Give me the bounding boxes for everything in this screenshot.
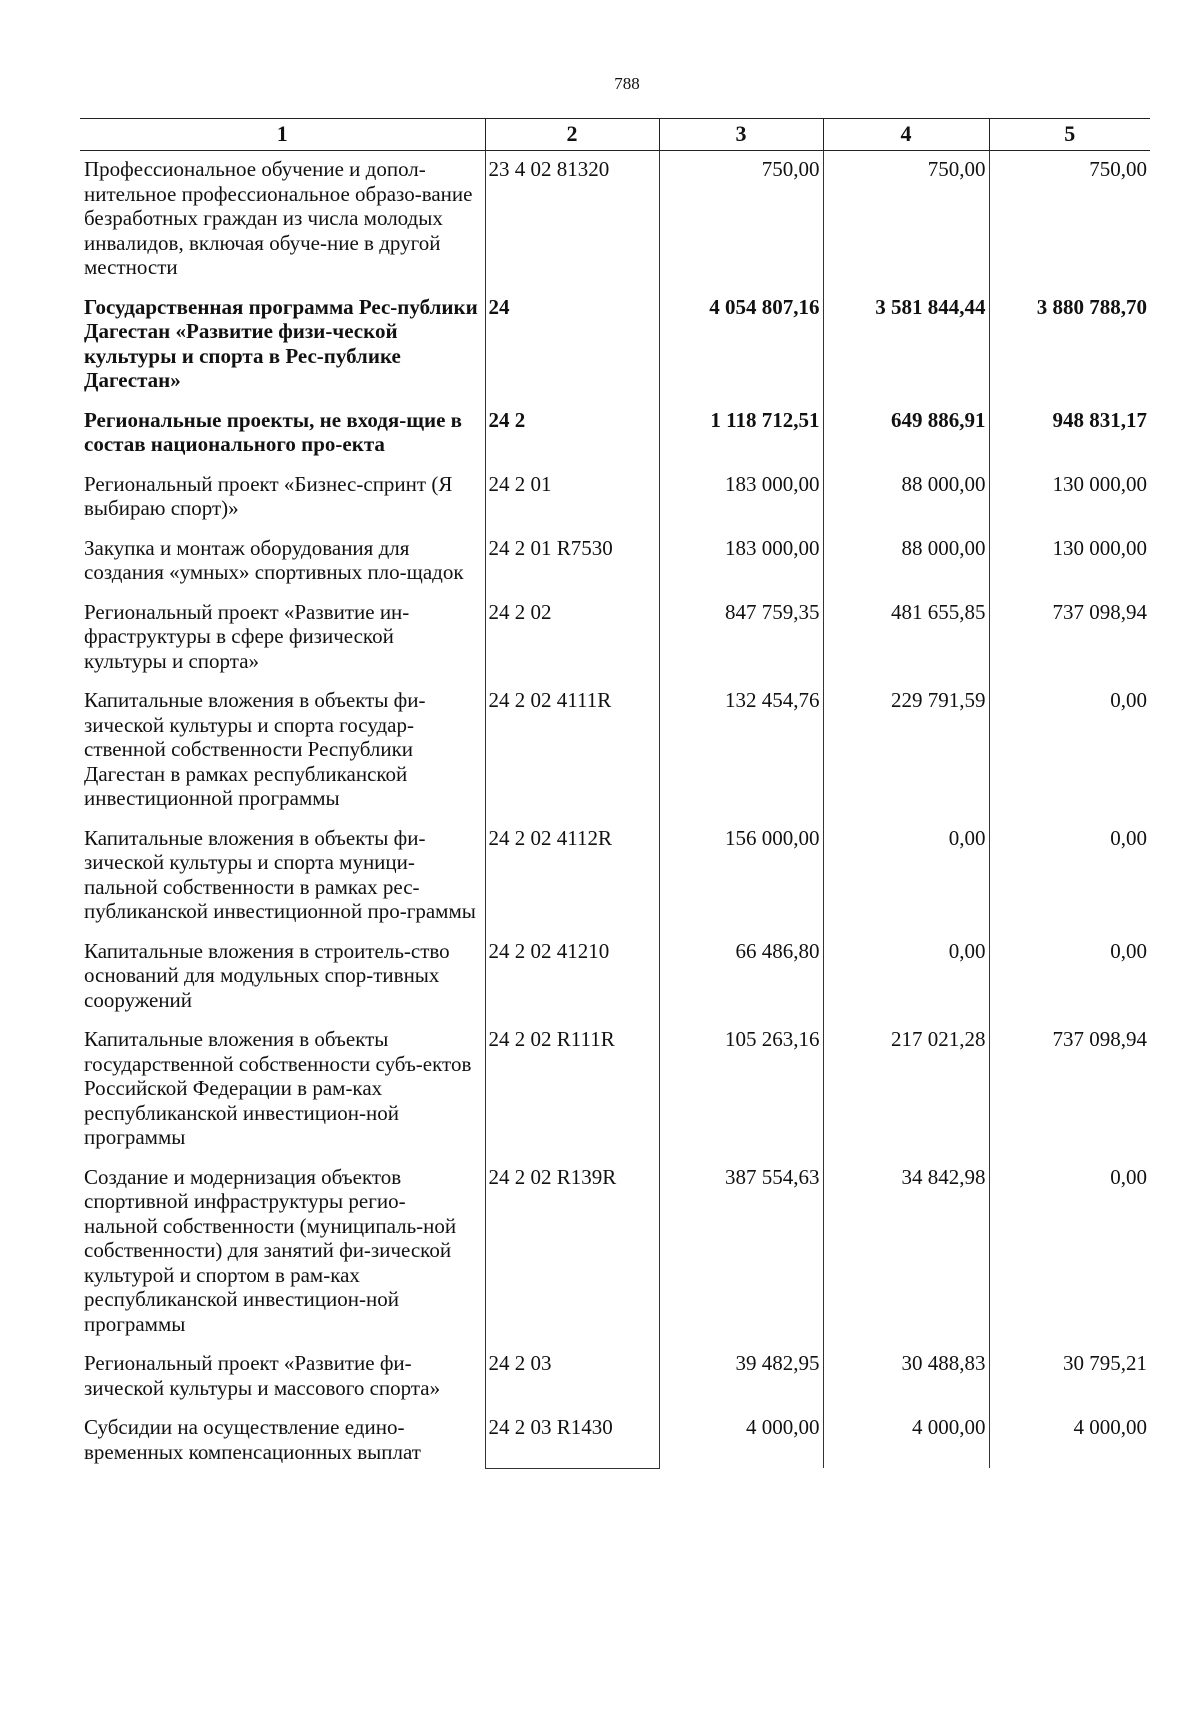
- amount-col3: 105 263,16: [659, 1024, 823, 1162]
- table-row: [80, 469, 1150, 533]
- amount-col5: 750,00: [989, 151, 1150, 292]
- item-code: 24 2 02 41210: [485, 936, 659, 1025]
- table-row: [80, 405, 1150, 469]
- page-number: 788: [614, 74, 640, 93]
- table-row: [80, 151, 1150, 292]
- item-name: Субсидии на осуществление едино-временных компенсационных выплат: [84, 1415, 421, 1464]
- amount-col5: 737 098,94: [989, 1024, 1150, 1162]
- amount-col3: 750,00: [659, 151, 823, 292]
- table-row: [80, 533, 1150, 597]
- amount-col3: 183 000,00: [659, 469, 823, 533]
- amount-col3: 1 118 712,51: [659, 405, 823, 469]
- item-code: 24 2 01 R7530: [485, 533, 659, 597]
- amount-col5: 0,00: [989, 685, 1150, 823]
- item-name: Региональный проект «Развитие фи-зической культуры и массового спорта»: [84, 1351, 441, 1400]
- item-name: Региональные проекты, не входя-щие в состав национального про-екта: [84, 407, 462, 456]
- amount-col4: 217 021,28: [823, 1024, 989, 1162]
- amount-col4: 3 581 844,44: [823, 292, 989, 405]
- table-row: [80, 685, 1150, 823]
- amount-col3: 4 000,00: [659, 1412, 823, 1468]
- item-name: Капитальные вложения в объекты государственной собственности субъ-ектов Российской Федерации в рам-ках республиканской инвестицион-ной программы: [84, 1027, 472, 1149]
- item-name: Капитальные вложения в строитель-ство оснований для модульных спор-тивных сооружений: [84, 938, 450, 1012]
- amount-col4: 88 000,00: [823, 533, 989, 597]
- table-row: [80, 1412, 1150, 1468]
- amount-col4: 481 655,85: [823, 597, 989, 686]
- item-name: Создание и модернизация объектов спортивной инфраструктуры регио-нальной собственности (муниципаль-ной собственности) для занятий фи-зической культурой и спортом в рам-ках республиканской инвестицион-ной программы: [84, 1164, 457, 1336]
- header-row: [80, 119, 1150, 151]
- amount-col4: 229 791,59: [823, 685, 989, 823]
- amount-col5: 4 000,00: [989, 1412, 1150, 1468]
- column-header-1: 1: [80, 119, 485, 151]
- table-row: [80, 1348, 1150, 1412]
- amount-col4: 0,00: [823, 823, 989, 936]
- column-header-4: 4: [823, 119, 989, 151]
- amount-col5: 130 000,00: [989, 469, 1150, 533]
- item-name: Региональный проект «Бизнес-спринт (Я выбираю спорт)»: [84, 471, 453, 520]
- amount-col4: 0,00: [823, 936, 989, 1025]
- amount-col3: 132 454,76: [659, 685, 823, 823]
- amount-col4: 30 488,83: [823, 1348, 989, 1412]
- item-name: Закупка и монтаж оборудования для создания «умных» спортивных пло-щадок: [84, 535, 464, 584]
- amount-col4: 4 000,00: [823, 1412, 989, 1468]
- item-code: 24 2 02: [485, 597, 659, 686]
- amount-col3: 4 054 807,16: [659, 292, 823, 405]
- table-row: [80, 597, 1150, 686]
- item-code: 24 2 03: [485, 1348, 659, 1412]
- item-code: 24 2 02 R139R: [485, 1162, 659, 1349]
- item-code: 24 2 01: [485, 469, 659, 533]
- item-code: 24 2: [485, 405, 659, 469]
- table-row: [80, 292, 1150, 405]
- amount-col5: 30 795,21: [989, 1348, 1150, 1412]
- item-name: Капитальные вложения в объекты фи-зической культуры и спорта муници-пальной собственности в рамках рес-публиканской инвестиционной про-граммы: [84, 825, 476, 923]
- amount-col3: 847 759,35: [659, 597, 823, 686]
- amount-col3: 39 482,95: [659, 1348, 823, 1412]
- amount-col3: 156 000,00: [659, 823, 823, 936]
- item-name: Региональный проект «Развитие ин-фраструктуры в сфере физической культуры и спорта»: [84, 599, 410, 673]
- amount-col5: 737 098,94: [989, 597, 1150, 686]
- amount-col3: 183 000,00: [659, 533, 823, 597]
- table-row: [80, 823, 1150, 936]
- item-name: Капитальные вложения в объекты фи-зической культуры и спорта государ-ственной собственности Республики Дагестан в рамках республиканской инвестиционной программы: [84, 688, 426, 810]
- table-row: [80, 1162, 1150, 1349]
- amount-col4: 88 000,00: [823, 469, 989, 533]
- amount-col4: 34 842,98: [823, 1162, 989, 1349]
- item-code: 24: [485, 292, 659, 405]
- item-name: Государственная программа Рес-публики Дагестан «Развитие физи-ческой культуры и спорта в Рес-публике Дагестан»: [84, 294, 478, 392]
- item-code: 24 2 03 R1430: [485, 1412, 659, 1468]
- item-code: 24 2 02 4112R: [485, 823, 659, 936]
- budget-table: [80, 118, 1150, 1469]
- column-header-5: 5: [989, 119, 1150, 151]
- table-row: [80, 1024, 1150, 1162]
- amount-col4: 649 886,91: [823, 405, 989, 469]
- amount-col3: 66 486,80: [659, 936, 823, 1025]
- amount-col3: 387 554,63: [659, 1162, 823, 1349]
- table-row: [80, 936, 1150, 1025]
- amount-col5: 948 831,17: [989, 405, 1150, 469]
- amount-col5: 0,00: [989, 936, 1150, 1025]
- column-header-2: 2: [485, 119, 659, 151]
- item-name: Профессиональное обучение и допол-нительное профессиональное образо-вание безработных граждан из числа молодых инвалидов, включая обуче-ние в другой местности: [84, 157, 473, 279]
- amount-col5: 0,00: [989, 823, 1150, 936]
- item-code: 24 2 02 R111R: [485, 1024, 659, 1162]
- amount-col5: 130 000,00: [989, 533, 1150, 597]
- amount-col4: 750,00: [823, 151, 989, 292]
- item-code: 23 4 02 81320: [485, 151, 659, 292]
- column-header-3: 3: [659, 119, 823, 151]
- amount-col5: 0,00: [989, 1162, 1150, 1349]
- amount-col5: 3 880 788,70: [989, 292, 1150, 405]
- item-code: 24 2 02 4111R: [485, 685, 659, 823]
